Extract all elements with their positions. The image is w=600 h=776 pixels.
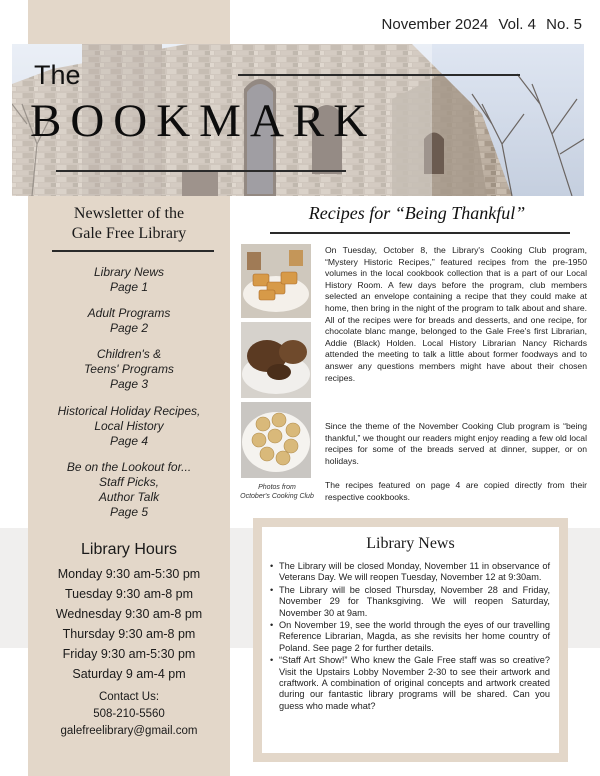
news-item: • “Staff Art Show!” Who knew the Gale Free staff was so creative? Visit the Upstairs Lobby November 2-30 to see their artwork and craftwork. A combination of original concepts and artwork created during our fantastic library programs will be shared. Can you guess who made what? — [270, 655, 550, 712]
toc-label: Adult Programs — [87, 306, 171, 320]
toc-label: Historical Holiday Recipes, — [57, 404, 201, 418]
toc-label: Author Talk — [98, 490, 160, 504]
contact-phone[interactable]: 508-210-5560 — [93, 708, 165, 720]
cooking-club-photos — [241, 244, 311, 478]
sidebar-rule — [52, 250, 214, 252]
toc-item-childrens-programs[interactable] — [28, 347, 230, 392]
toc-label: Library News — [93, 265, 165, 279]
toc-label: Teens' Programs — [84, 362, 174, 376]
issue-volume: Vol. 4 — [498, 16, 536, 33]
news-item: • The Library will be closed Monday, November 11 in observance of Veterans Day. We will reopen Tuesday, November 12 at 9:30am. — [270, 561, 550, 584]
toc-page: Page 3 — [109, 377, 149, 391]
article-paragraph-3: The recipes featured on page 4 are copied directly from their respective cookbooks. — [325, 480, 587, 502]
hours-thursday: Thursday 9:30 am-8 pm — [62, 627, 196, 641]
newsletter-subtitle — [28, 204, 230, 244]
hours-tuesday: Tuesday 9:30 am-8 pm — [64, 587, 194, 601]
toc-page: Page 1 — [109, 280, 149, 294]
news-item: • The Library will be closed Thursday, November 28 and Friday, November 29 for Thanksgiving. We will reopen Saturday, November 30 at 9am. — [270, 585, 550, 619]
photo-caption-line-2: October's Cooking Club — [240, 493, 314, 500]
article-title-rule — [270, 232, 570, 234]
hours-title: Library Hours — [80, 541, 178, 558]
masthead-rule-top — [238, 74, 520, 76]
toc-item-library-news[interactable] — [28, 265, 230, 295]
toc-label: Local History — [94, 419, 164, 433]
masthead-title: BOOKMARK — [30, 95, 377, 147]
issue-number: No. 5 — [546, 16, 582, 33]
toc-page: Page 5 — [109, 505, 149, 519]
toc-page: Page 2 — [109, 321, 149, 335]
toc-item-lookout[interactable] — [28, 460, 230, 520]
issue-info — [376, 16, 582, 33]
library-news-title: Library News — [366, 535, 455, 552]
article-paragraph-1: On Tuesday, October 8, the Library's Cooking Club program, “Mystery Historic Recipes,” featured recipes from the pre-1950 volumes in the local cookbook collection that is a part of our Local History Room. A few days before the program, club members selected an envelope containing a recipe that they could make at home, then bring in the night of the program to talk about and share. All of the recipes were for breads and desserts, and one recipe, for chocolate blanc mange, belonged to the Gale Free's first Librarian, Addie (Black) Holden. Local History Librarian Nancy Richards attended the meeting to talk a little about former foodways and to answer any questions members might have about their chosen recipes. — [325, 245, 587, 383]
hours-monday: Monday 9:30 am-5:30 pm — [57, 567, 201, 581]
masthead-rule-bottom — [56, 170, 346, 172]
article-title: Recipes for “Being Thankful” — [308, 203, 526, 223]
contact-email[interactable]: galefreelibrary@gmail.com — [60, 725, 198, 737]
newsletter-line-2: Gale Free Library — [71, 225, 187, 242]
hours-saturday: Saturday 9 am-4 pm — [72, 667, 186, 681]
toc-item-adult-programs[interactable] — [28, 306, 230, 336]
toc-label: Children's & — [96, 347, 162, 361]
toc-label: Staff Picks, — [98, 475, 160, 489]
toc-label: Be on the Lookout for... — [66, 460, 192, 474]
toc-page: Page 4 — [109, 434, 149, 448]
hours-friday: Friday 9:30 am-5:30 pm — [62, 647, 196, 661]
food-photo-collage — [241, 244, 311, 478]
photo-caption-line-1: Photos from — [258, 484, 296, 491]
article-paragraph-2: Since the theme of the November Cooking Club program is “being thankful,” we thought our readers might enjoy reading a few old local recipes for some of the breads served at dinner, supper, or on holidays. — [325, 421, 587, 466]
contact-label: Contact Us: — [98, 691, 160, 703]
toc-item-holiday-recipes[interactable] — [28, 404, 230, 449]
masthead-the: The — [34, 60, 81, 90]
library-news-list — [270, 561, 550, 713]
newsletter-line-1: Newsletter of the — [73, 205, 185, 222]
hours-wednesday: Wednesday 9:30 am-8 pm — [55, 607, 203, 621]
issue-date: November 2024 — [381, 16, 489, 33]
news-item: • On November 19, see the world through the eyes of our travelling Reference Librarian, Magda, as she revisits her home country of Poland. See page 2 for further details. — [270, 620, 550, 654]
photo-caption — [236, 483, 318, 501]
